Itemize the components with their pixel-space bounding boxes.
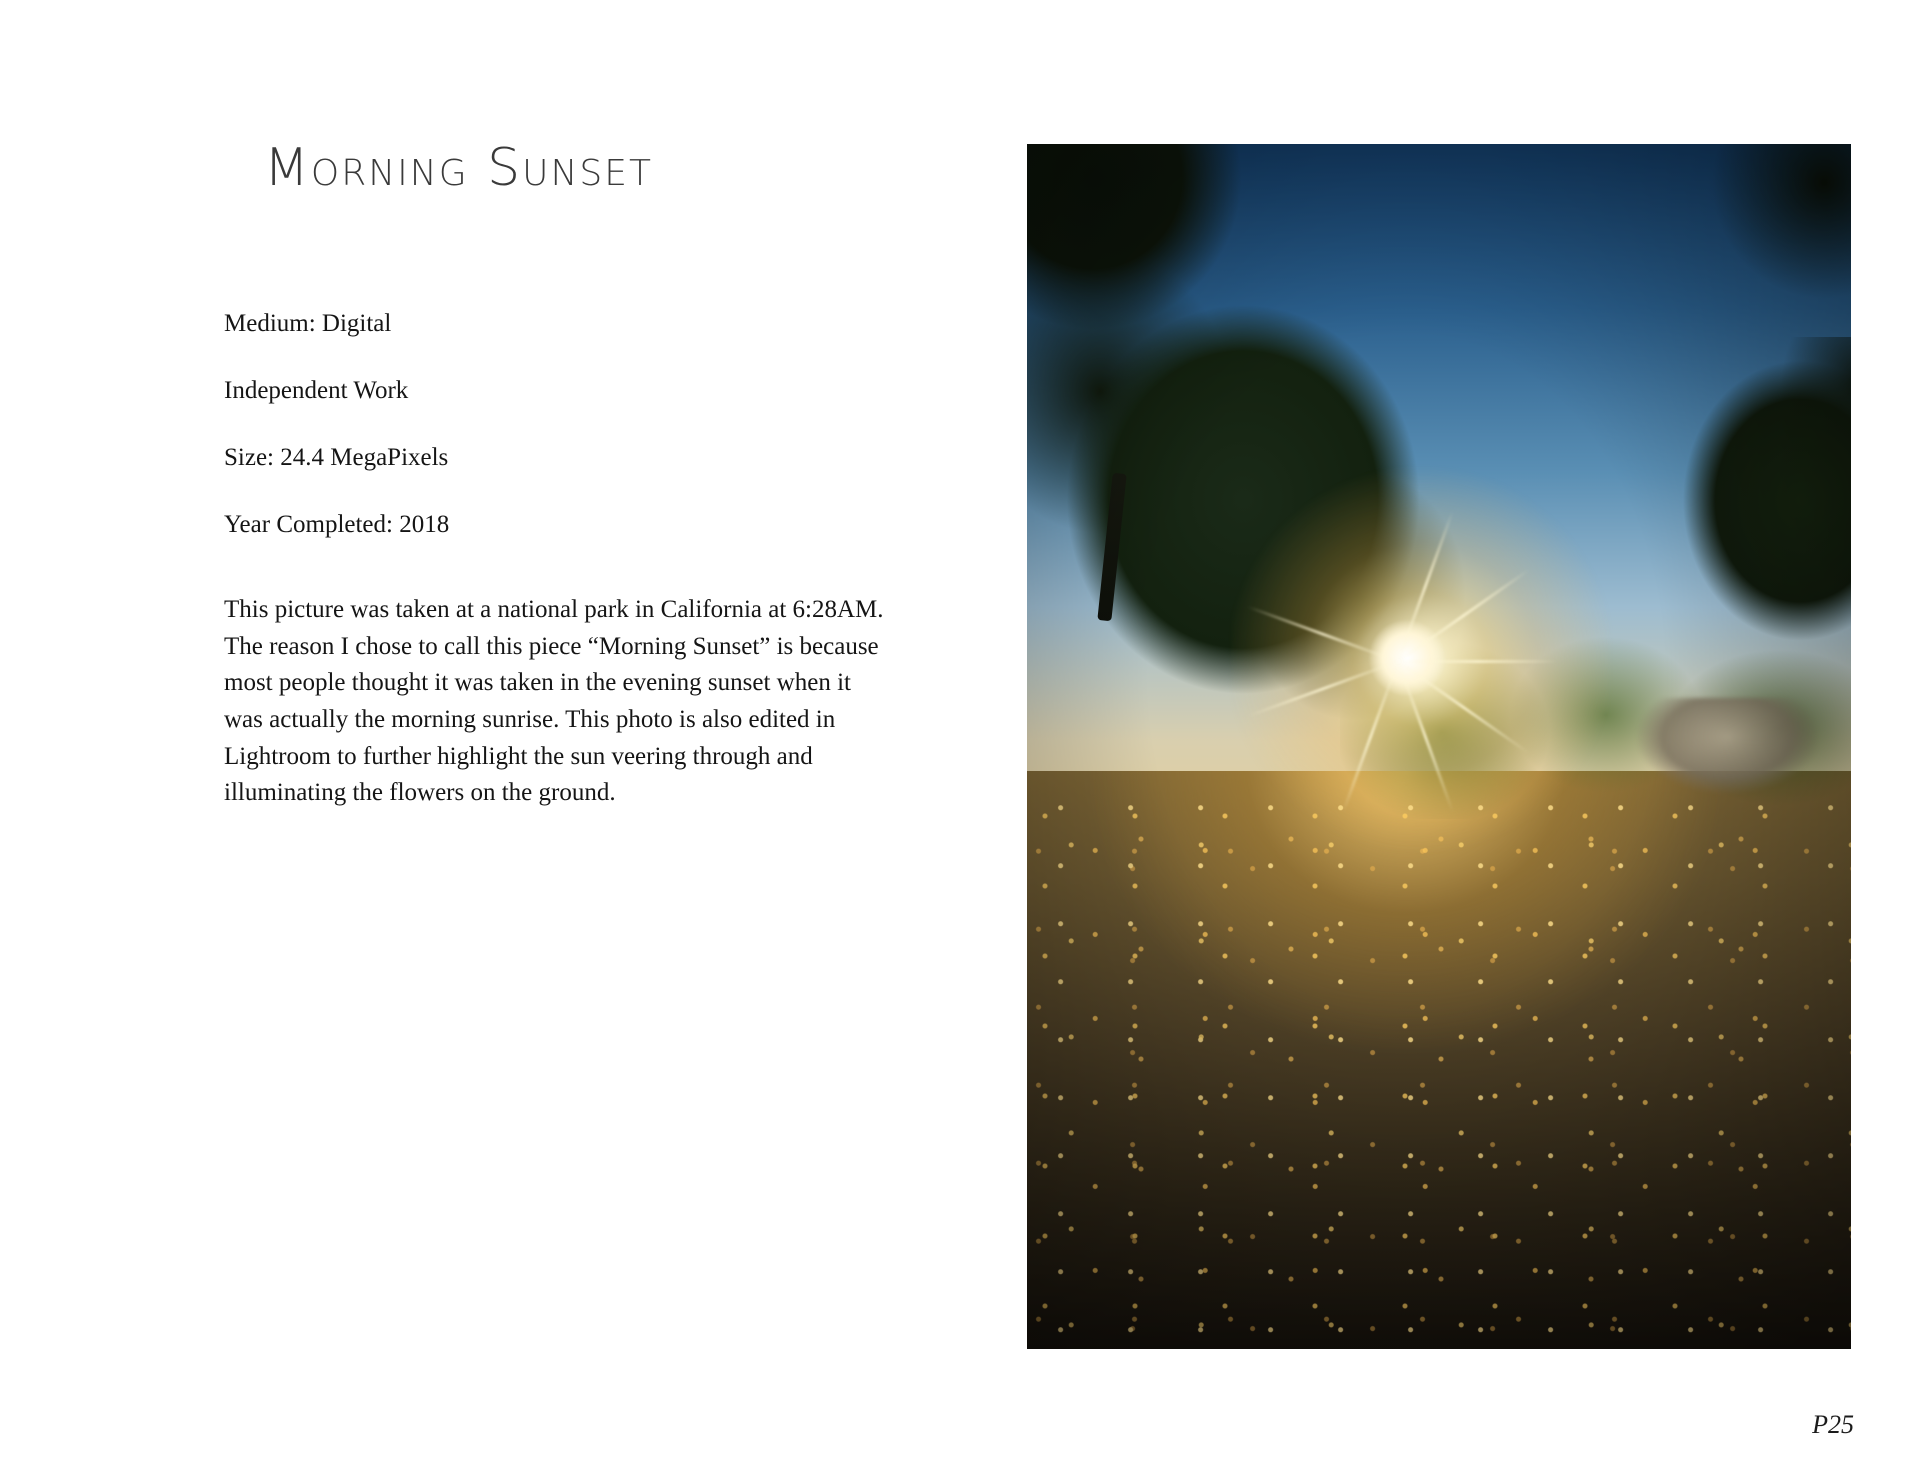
detail-size: Size: 24.4 MegaPixels (224, 444, 449, 472)
page-title: Morning Sunset (264, 138, 653, 198)
artwork-description: This picture was taken at a national park in California at 6:28AM. The reason I chose to call this piece “Morning Sunset” is because most people thought it was taken in the evening sunset when it was actually the morning sunrise. This photo is also edited in Lightroom to further highlight the sun veering through and illuminating the flowers on the ground. (224, 596, 884, 807)
photo-vignette (1027, 144, 1851, 1349)
detail-year: Year Completed: 2018 (224, 511, 450, 539)
page-number: P25 (1812, 1410, 1854, 1439)
artwork-details-list (224, 309, 904, 540)
artwork-photo (1027, 144, 1851, 1349)
photo-canvas (1027, 144, 1851, 1349)
left-column (224, 140, 904, 837)
detail-work-type: Independent Work (224, 377, 409, 405)
detail-medium: Medium: Digital (224, 310, 392, 338)
